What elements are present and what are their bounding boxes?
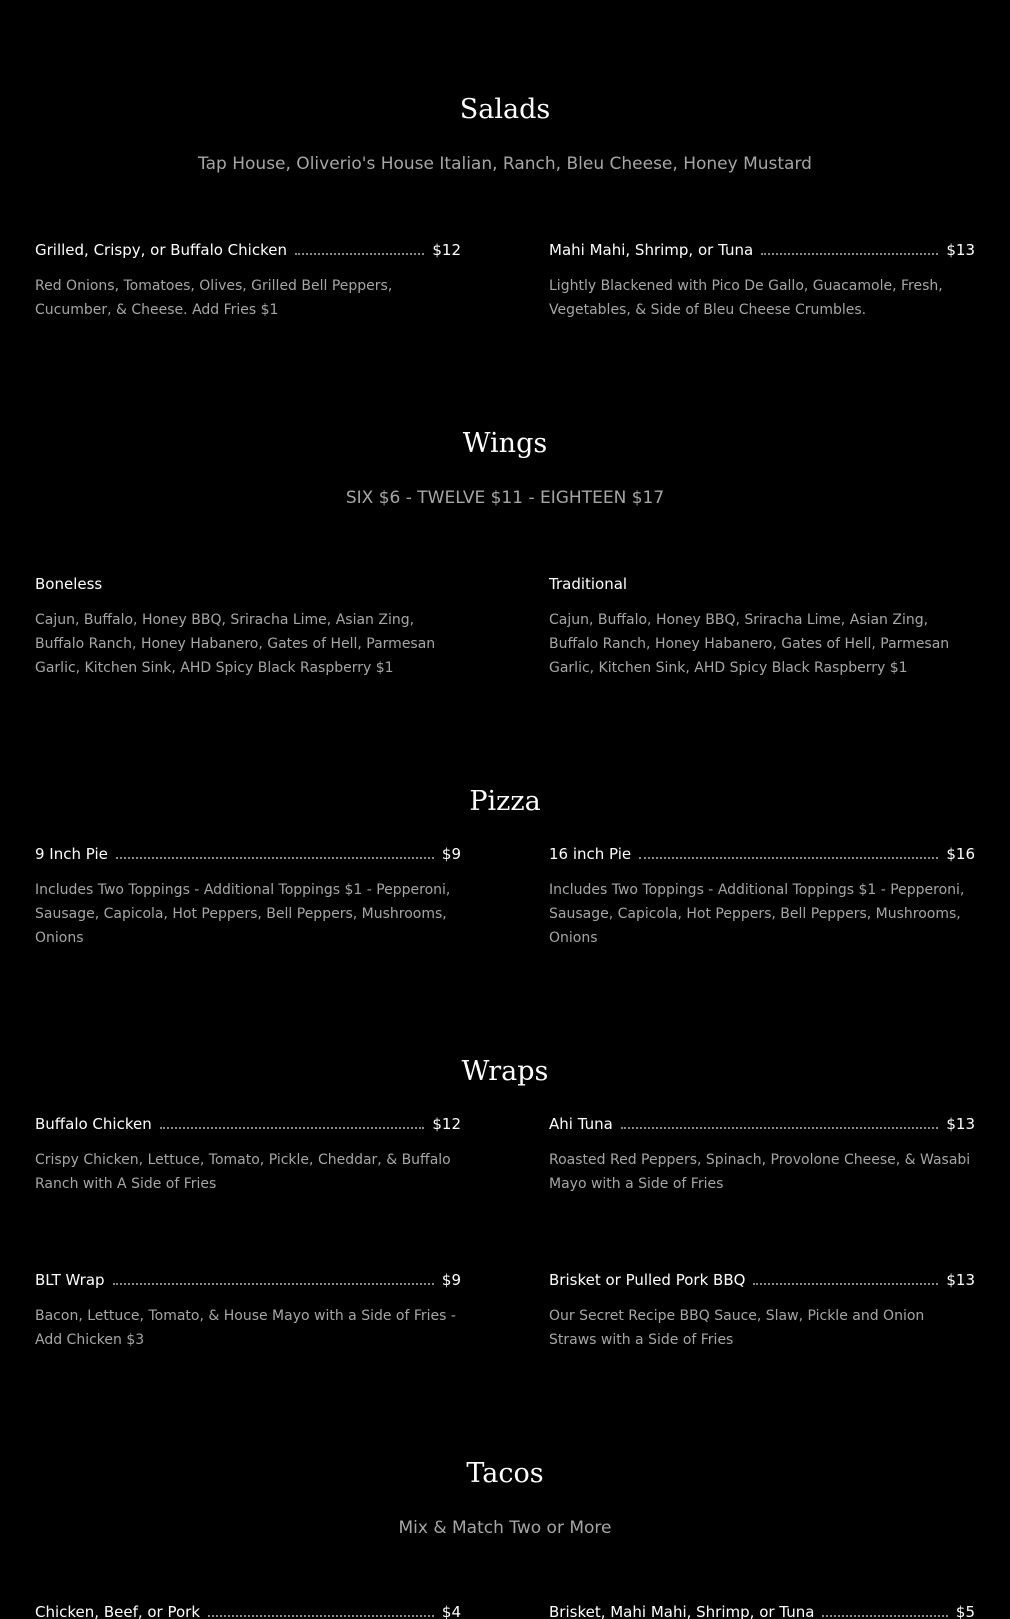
section-subtitle-wings: SIX $6 - TWELVE $11 - EIGHTEEN $17 (345, 488, 665, 508)
menu-item-price: $12 (432, 241, 461, 259)
section-title-salads: Salads (459, 94, 551, 125)
menu-item-price: $9 (441, 1271, 461, 1289)
section-title-tacos: Tacos (466, 1458, 544, 1489)
dot-leader (208, 1614, 434, 1617)
menu-item-price: $4 (441, 1603, 461, 1619)
menu-item (549, 574, 975, 680)
menu-item-description: Includes Two Toppings - Additional Toppings $1 - Pepperoni, Sausage, Capicola, Hot Peppers, Bell Peppers, Mushrooms, Onions (549, 882, 965, 946)
menu-item-header (549, 1114, 975, 1134)
menu-item-description: Red Onions, Tomatoes, Olives, Grilled Bell Peppers, Cucumber, & Cheese. Add Fries $1 (35, 278, 393, 318)
menu-item-description: Lightly Blackened with Pico De Gallo, Guacamole, Fresh, Vegetables, & Side of Bleu Cheese Crumbles. (549, 278, 943, 318)
menu-item-name: Boneless (35, 575, 103, 593)
section-title-pizza: Pizza (469, 786, 541, 817)
menu-item-name: 9 Inch Pie (35, 845, 108, 863)
menu-item-name: Brisket or Pulled Pork BBQ (549, 1271, 746, 1289)
menu-item-header (35, 1270, 461, 1290)
menu-item (549, 1114, 975, 1196)
menu-item-description: Crispy Chicken, Lettuce, Tomato, Pickle, Cheddar, & Buffalo Ranch with A Side of Fries (35, 1152, 451, 1192)
menu-item (35, 574, 461, 680)
menu-item (35, 1270, 461, 1352)
menu-item (35, 1602, 461, 1619)
menu-item-name: Grilled, Crispy, or Buffalo Chicken (35, 241, 287, 259)
menu-item-name: Buffalo Chicken (35, 1115, 152, 1133)
menu-item-price: $13 (946, 1271, 975, 1289)
menu-item-header (35, 574, 461, 594)
menu-item-name: Brisket, Mahi Mahi, Shrimp, or Tuna (549, 1603, 815, 1619)
dot-leader (621, 1126, 939, 1129)
section-title-wraps: Wraps (461, 1056, 549, 1087)
menu-item-name: Chicken, Beef, or Pork (35, 1603, 201, 1619)
menu-item-name: Mahi Mahi, Shrimp, or Tuna (549, 241, 754, 259)
dot-leader (822, 1614, 948, 1617)
menu-item-header (549, 574, 975, 594)
menu-item (549, 1270, 975, 1352)
section-subtitle-tacos: Mix & Match Two or More (398, 1518, 612, 1538)
menu-item (549, 240, 975, 322)
menu-item-name: 16 inch Pie (549, 845, 632, 863)
menu-item-description: Cajun, Buffalo, Honey BBQ, Sriracha Lime, Asian Zing, Buffalo Ranch, Honey Habanero, Gates of Hell, Parmesan Garlic, Kitchen Sink, AHD Spicy Black Raspberry $1 (35, 612, 436, 676)
menu-item (35, 1114, 461, 1196)
menu-item-price: $16 (946, 845, 975, 863)
menu-item (549, 844, 975, 950)
dot-leader (295, 252, 424, 255)
menu-item-header (549, 240, 975, 260)
menu-item (549, 1602, 975, 1619)
menu-item (35, 240, 461, 322)
menu-item-header (35, 1114, 461, 1134)
menu-item-description: Cajun, Buffalo, Honey BBQ, Sriracha Lime, Asian Zing, Buffalo Ranch, Honey Habanero, Gates of Hell, Parmesan Garlic, Kitchen Sink, AHD Spicy Black Raspberry $1 (549, 612, 950, 676)
menu-item-header (35, 844, 461, 864)
dot-leader (116, 856, 434, 859)
dot-leader (753, 1282, 938, 1285)
menu-item-header (35, 1602, 461, 1619)
menu-item-price: $13 (946, 241, 975, 259)
menu-item-header (549, 1270, 975, 1290)
menu-item-name: BLT Wrap (35, 1271, 105, 1289)
menu-item-name: Ahi Tuna (549, 1115, 613, 1133)
menu-item (35, 844, 461, 950)
dot-leader (160, 1126, 425, 1129)
menu-item-description: Roasted Red Peppers, Spinach, Provolone Cheese, & Wasabi Mayo with a Side of Fries (549, 1152, 971, 1192)
menu-item-description: Includes Two Toppings - Additional Toppings $1 - Pepperoni, Sausage, Capicola, Hot Peppers, Bell Peppers, Mushrooms, Onions (35, 882, 451, 946)
menu-item-price: $5 (955, 1603, 975, 1619)
menu-item-name: Traditional (549, 575, 628, 593)
dot-leader (639, 856, 938, 859)
section-subtitle-salads: Tap House, Oliverio's House Italian, Ranch, Bleu Cheese, Honey Mustard (198, 154, 812, 174)
menu-item-header (549, 1602, 975, 1619)
menu-item-price: $9 (441, 845, 461, 863)
menu-item-header (35, 240, 461, 260)
menu-item-description: Bacon, Lettuce, Tomato, & House Mayo with a Side of Fries - Add Chicken $3 (35, 1308, 456, 1348)
menu-item-description: Our Secret Recipe BBQ Sauce, Slaw, Pickle and Onion Straws with a Side of Fries (549, 1308, 925, 1348)
dot-leader (113, 1282, 434, 1285)
menu-item-price: $13 (946, 1115, 975, 1133)
section-title-wings: Wings (462, 428, 548, 459)
menu-item-header (549, 844, 975, 864)
menu-item-price: $12 (432, 1115, 461, 1133)
dot-leader (761, 252, 938, 255)
